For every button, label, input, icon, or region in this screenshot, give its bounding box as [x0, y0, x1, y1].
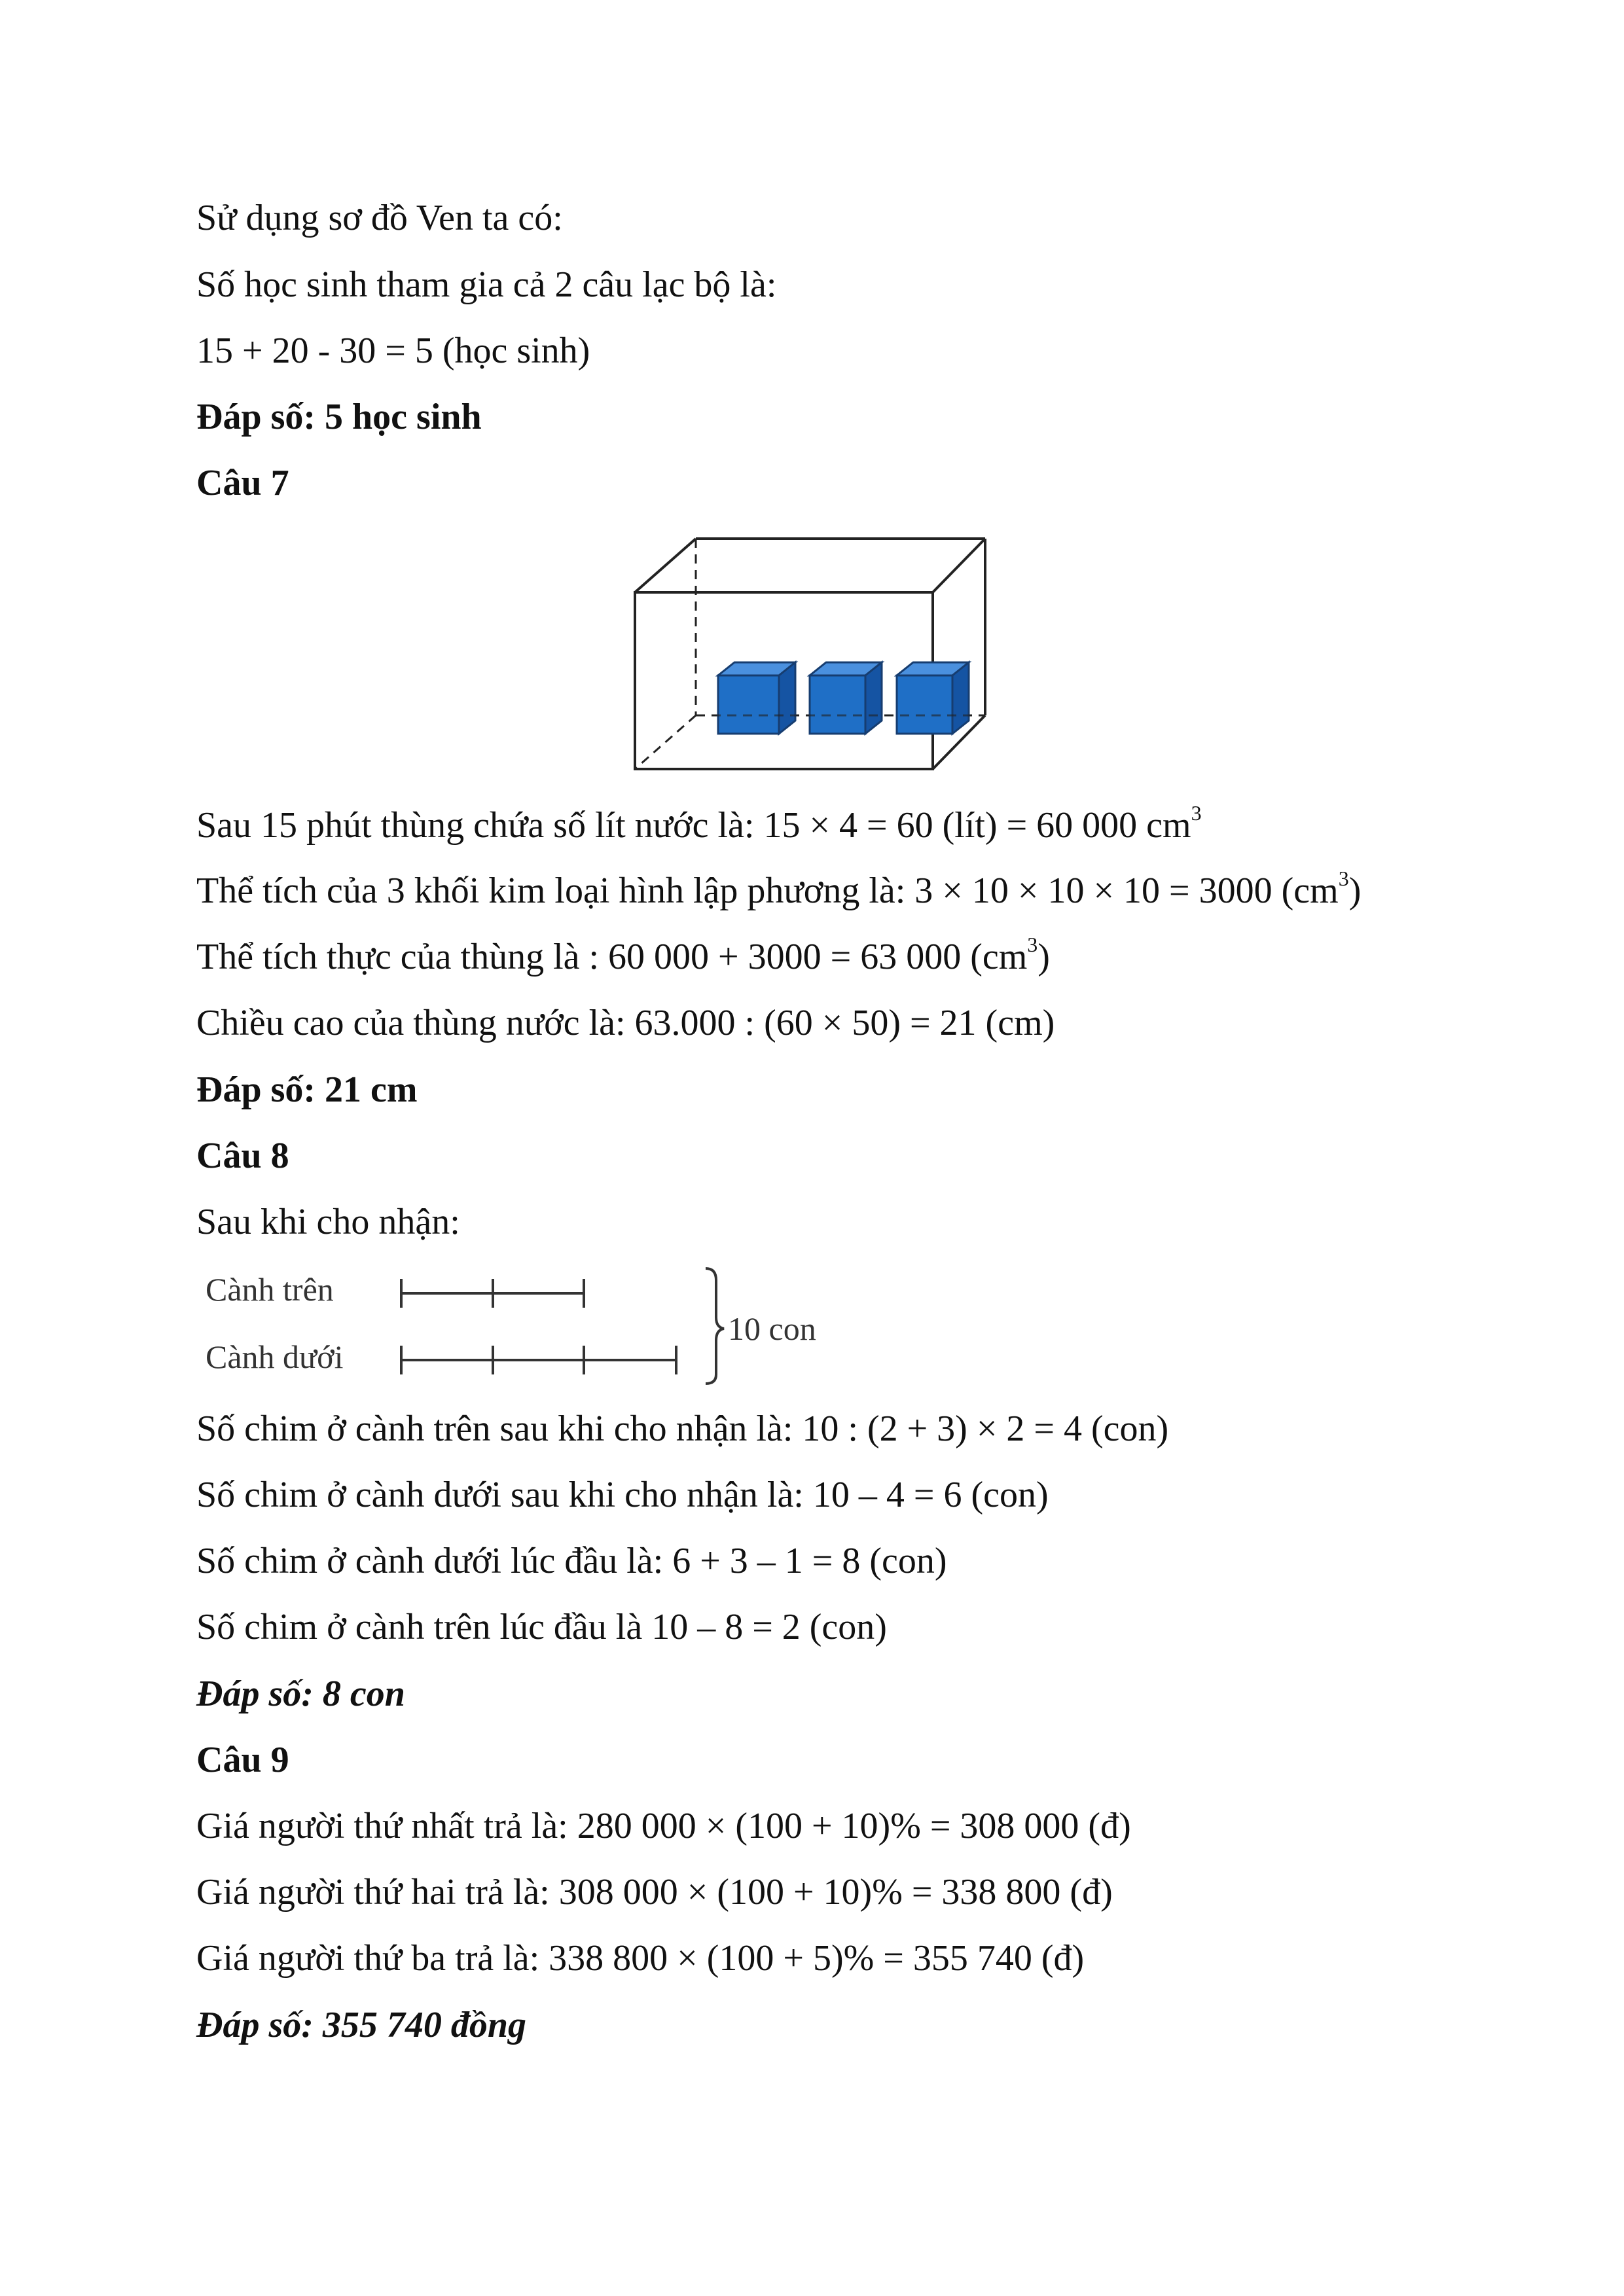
- q9-line-3: Giá người thứ ba trả là: 338 800 × (100 + 5)% = 355 740 (đ): [196, 1938, 1085, 1979]
- metal-cube: [718, 662, 795, 734]
- question-8-title: Câu 8: [196, 1136, 289, 1176]
- q7-line-1: Sau 15 phút thùng chứa số lít nước là: 15 × 4 = 60 (lít) = 60 000 $cm^3$: [196, 801, 1202, 846]
- answer-q6: Đáp số: 5 học sinh: [196, 397, 482, 437]
- q7-line-2: Thể tích của 3 khối kim loại hình lập phương là: 3 × 10 × 10 × 10 = 3000 $(cm^3)$: [196, 867, 1362, 911]
- q7-line-4: Chiều cao của thùng nước là: 63.000 : (60 × 50) = 21 (cm): [196, 1003, 1055, 1043]
- metal-cube: [810, 662, 882, 734]
- q8-line-3: Số chim ở cành dưới lúc đầu là: 6 + 3 – 1 = 8 (con): [196, 1541, 947, 1581]
- q8-line-2: Số chim ở cành dưới sau khi cho nhận là: 10 – 4 = 6 (con): [196, 1475, 1049, 1515]
- venn-intro-text: Sử dụng sơ đồ Ven ta có:: [196, 198, 563, 238]
- q8-line-1: Số chim ở cành trên sau khi cho nhận là: 10 : (2 + 3) × 2 = 4 (con): [196, 1408, 1169, 1449]
- bird-segment-diagram: [196, 1255, 851, 1393]
- total-birds-label: 10 con: [728, 1310, 816, 1347]
- answer-q8: Đáp số: 8 con: [196, 1674, 405, 1714]
- bottom-branch-label: Cành dưới: [206, 1338, 344, 1375]
- answer-q9: Đáp số: 355 740 đồng: [196, 2005, 527, 2045]
- top-branch-label: Cành trên: [206, 1271, 334, 1308]
- answer-q7: Đáp số: 21 cm: [196, 1069, 418, 1110]
- q8-intro: Sau khi cho nhận:: [196, 1202, 460, 1242]
- both-clubs-text: Số học sinh tham gia cả 2 câu lạc bộ là:: [196, 264, 777, 305]
- q9-line-2: Giá người thứ hai trả là: 308 000 × (100 + 10)% = 338 800 (đ): [196, 1872, 1113, 1912]
- tank-figure: [625, 530, 998, 779]
- question-9-title: Câu 9: [196, 1740, 289, 1780]
- question-7-title: Câu 7: [196, 463, 289, 503]
- metal-cube: [897, 662, 969, 734]
- q7-line-3: Thể tích thực của thùng là : 60 000 + 3000 = 63 000 $(cm^3)$: [196, 933, 1050, 977]
- both-clubs-calc: 15 + 20 - 30 = 5 (học sinh): [196, 331, 590, 371]
- q9-line-1: Giá người thứ nhất trả là: 280 000 × (100 + 10)% = 308 000 (đ): [196, 1806, 1131, 1846]
- q8-line-4: Số chim ở cành trên lúc đầu là 10 – 8 = 2 (con): [196, 1607, 887, 1647]
